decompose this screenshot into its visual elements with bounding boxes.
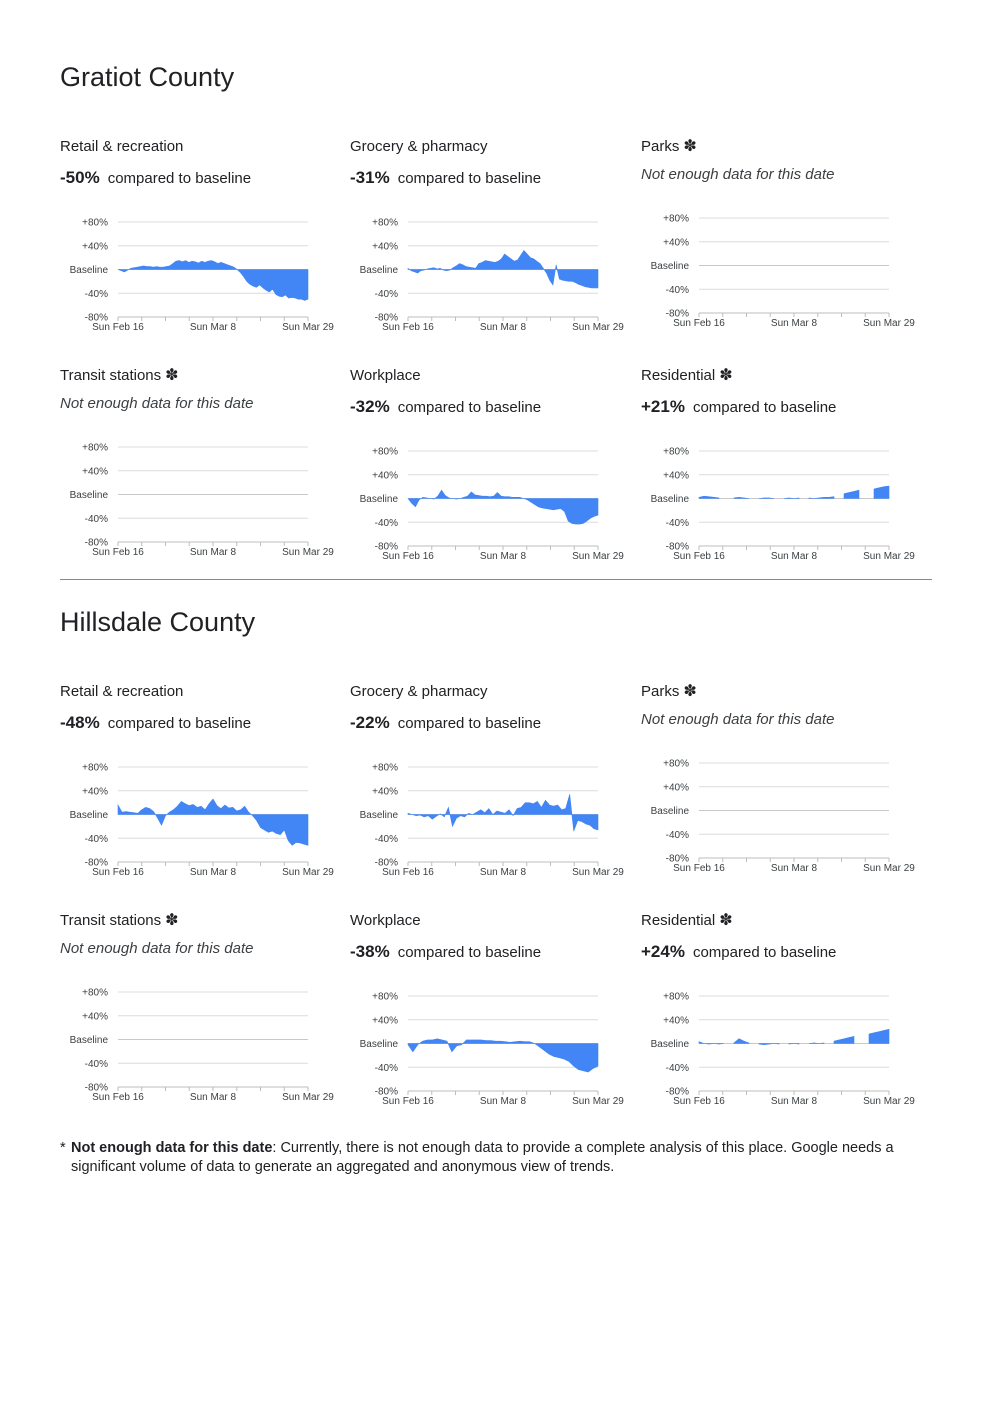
y-tick-label: -80%	[374, 1086, 398, 1098]
compared-label: compared to baseline	[397, 944, 542, 961]
stat-line	[350, 168, 541, 188]
x-tick-label: Sun Mar 29	[863, 318, 915, 329]
y-tick-label: +80%	[82, 762, 108, 774]
y-tick-label: Baseline	[359, 494, 398, 505]
y-tick-label: Baseline	[359, 1039, 398, 1050]
chart-svg	[641, 753, 931, 883]
y-tick-label: +80%	[372, 762, 398, 774]
panel-title-label: Residential	[641, 367, 716, 384]
compared-label: compared to baseline	[107, 170, 252, 187]
chart-panel-transit	[60, 912, 350, 1117]
asterisk-icon: ✽	[165, 366, 179, 384]
chart-svg	[350, 986, 640, 1116]
chart-svg	[60, 757, 350, 887]
panel-title	[350, 367, 421, 384]
y-tick-label: -80%	[84, 1082, 108, 1094]
y-tick-label: +40%	[372, 786, 398, 798]
x-tick-label: Sun Mar 29	[863, 551, 915, 562]
chart-svg	[60, 212, 350, 342]
panel-title-label: Retail & recreation	[60, 138, 184, 155]
x-tick-label: Sun Feb 16	[673, 551, 725, 562]
x-tick-label: Sun Feb 16	[382, 551, 434, 562]
y-tick-label: -40%	[84, 513, 108, 525]
area-series	[408, 794, 598, 831]
y-tick-label: +80%	[663, 446, 689, 458]
area-series	[809, 1043, 824, 1044]
x-tick-label: Sun Feb 16	[92, 322, 144, 333]
x-tick-label: Sun Mar 8	[479, 322, 527, 333]
percent-change: -31%	[350, 168, 390, 187]
asterisk-icon: ✽	[719, 366, 733, 384]
stat-line	[641, 397, 836, 417]
y-tick-label: -40%	[665, 829, 689, 841]
x-tick-label: Sun Mar 8	[479, 867, 527, 878]
y-tick-label: -80%	[374, 541, 398, 553]
x-tick-label: Sun Mar 8	[770, 318, 818, 329]
x-tick-label: Sun Feb 16	[673, 863, 725, 874]
y-tick-label: -40%	[374, 833, 398, 845]
chart-panel-workplace	[350, 912, 640, 1117]
y-tick-label: -80%	[665, 1086, 689, 1098]
panel-title	[350, 138, 488, 155]
panel-title	[60, 367, 179, 384]
chart-svg	[60, 982, 350, 1112]
y-tick-label: Baseline	[69, 1035, 108, 1046]
compared-label: compared to baseline	[692, 944, 837, 961]
y-tick-label: Baseline	[69, 265, 108, 276]
panel-title-label: Grocery & pharmacy	[350, 683, 488, 700]
panel-title	[60, 138, 183, 155]
stat-line	[350, 713, 541, 733]
y-tick-label: +80%	[82, 217, 108, 229]
y-tick-label: Baseline	[359, 265, 398, 276]
x-tick-label: Sun Mar 8	[189, 867, 237, 878]
percent-change: -48%	[60, 713, 100, 732]
stat-line	[350, 397, 541, 417]
area-series	[408, 251, 598, 288]
y-tick-label: -80%	[84, 857, 108, 869]
panel-title	[641, 912, 733, 929]
x-tick-label: Sun Mar 8	[770, 863, 818, 874]
compared-label: compared to baseline	[397, 170, 542, 187]
y-tick-label: +80%	[82, 987, 108, 999]
x-tick-label: Sun Mar 8	[479, 551, 527, 562]
y-tick-label: +40%	[372, 470, 398, 482]
asterisk-icon: ✽	[683, 137, 697, 155]
y-tick-label: -40%	[665, 517, 689, 529]
x-tick-label: Sun Mar 8	[189, 547, 237, 558]
x-tick-label: Sun Mar 29	[572, 322, 624, 333]
area-series	[759, 498, 774, 499]
y-tick-label: +80%	[372, 446, 398, 458]
no-data-message: Not enough data for this date	[60, 940, 254, 957]
chart-panel-parks	[641, 138, 931, 343]
x-tick-label: Sun Feb 16	[92, 867, 144, 878]
chart-svg	[350, 441, 640, 571]
chart-panel-grocery	[350, 138, 640, 343]
x-tick-label: Sun Feb 16	[673, 1096, 725, 1107]
y-tick-label: -40%	[84, 288, 108, 300]
y-tick-label: +40%	[372, 1015, 398, 1027]
y-tick-label: -40%	[374, 517, 398, 529]
area-series	[759, 1044, 779, 1045]
y-tick-label: Baseline	[359, 810, 398, 821]
y-tick-label: -80%	[665, 308, 689, 320]
x-tick-label: Sun Mar 29	[863, 863, 915, 874]
area-series	[118, 261, 308, 301]
panel-title-label: Transit stations	[60, 912, 162, 929]
y-tick-label: -80%	[374, 857, 398, 869]
area-series	[874, 486, 889, 498]
stat-line	[60, 168, 251, 188]
area-series	[734, 497, 749, 498]
panel-title	[350, 912, 421, 929]
x-tick-label: Sun Mar 29	[863, 1096, 915, 1107]
panel-title	[641, 138, 697, 155]
footnote-text	[60, 1139, 920, 1177]
panel-title	[641, 683, 697, 700]
panel-title-label: Retail & recreation	[60, 683, 184, 700]
asterisk-icon: ✽	[165, 911, 179, 929]
y-tick-label: -40%	[84, 833, 108, 845]
x-tick-label: Sun Mar 8	[770, 551, 818, 562]
y-tick-label: -40%	[374, 288, 398, 300]
x-tick-label: Sun Mar 8	[479, 1096, 527, 1107]
asterisk-icon: ✽	[719, 911, 733, 929]
no-data-message: Not enough data for this date	[60, 395, 254, 412]
panel-title	[60, 912, 179, 929]
y-tick-label: +80%	[372, 217, 398, 229]
stat-line	[350, 942, 541, 962]
panel-title-label: Workplace	[350, 367, 421, 384]
y-tick-label: +80%	[663, 758, 689, 770]
percent-change: -32%	[350, 397, 390, 416]
footnote-bold: Not enough data for this date	[71, 1140, 273, 1156]
y-tick-label: +40%	[372, 241, 398, 253]
panel-title-label: Residential	[641, 912, 716, 929]
y-tick-label: Baseline	[650, 261, 689, 272]
chart-svg	[641, 208, 931, 338]
area-series	[734, 1039, 749, 1044]
y-tick-label: -40%	[84, 1058, 108, 1070]
y-tick-label: +40%	[663, 1015, 689, 1027]
county-title: Gratiot County	[60, 62, 235, 92]
x-tick-label: Sun Mar 29	[572, 867, 624, 878]
y-tick-label: +80%	[372, 991, 398, 1003]
area-series	[844, 490, 859, 498]
no-data-message: Not enough data for this date	[641, 166, 835, 183]
y-tick-label: -80%	[665, 541, 689, 553]
area-series	[699, 1042, 724, 1044]
y-tick-label: +40%	[82, 786, 108, 798]
percent-change: +21%	[641, 397, 685, 416]
percent-change: -38%	[350, 942, 390, 961]
area-series	[699, 496, 719, 498]
y-tick-label: -80%	[374, 312, 398, 324]
y-tick-label: Baseline	[650, 806, 689, 817]
chart-panel-workplace	[350, 367, 640, 572]
chart-svg	[350, 757, 640, 887]
compared-label: compared to baseline	[692, 399, 837, 416]
footnote	[60, 1139, 920, 1177]
panel-title	[60, 683, 183, 700]
x-tick-label: Sun Feb 16	[382, 867, 434, 878]
panel-title	[350, 683, 488, 700]
x-tick-label: Sun Mar 29	[282, 547, 334, 558]
x-tick-label: Sun Mar 29	[572, 551, 624, 562]
x-tick-label: Sun Mar 8	[189, 322, 237, 333]
compared-label: compared to baseline	[397, 715, 542, 732]
y-tick-label: Baseline	[650, 1039, 689, 1050]
x-tick-label: Sun Feb 16	[382, 1096, 434, 1107]
footnote-star: *	[60, 1140, 66, 1156]
y-tick-label: +40%	[82, 466, 108, 478]
y-tick-label: +40%	[663, 782, 689, 794]
area-series	[869, 1029, 889, 1043]
y-tick-label: -80%	[84, 537, 108, 549]
chart-panel-grocery	[350, 683, 640, 888]
chart-panel-parks	[641, 683, 931, 888]
panel-title-label: Workplace	[350, 912, 421, 929]
section-divider	[60, 579, 932, 580]
y-tick-label: Baseline	[69, 490, 108, 501]
compared-label: compared to baseline	[397, 399, 542, 416]
x-tick-label: Sun Feb 16	[673, 318, 725, 329]
y-tick-label: Baseline	[650, 494, 689, 505]
y-tick-label: +80%	[82, 442, 108, 454]
asterisk-icon: ✽	[683, 682, 697, 700]
panel-title	[641, 367, 733, 384]
area-series	[834, 1036, 854, 1043]
chart-panel-residential	[641, 912, 931, 1117]
x-tick-label: Sun Mar 29	[282, 1092, 334, 1103]
area-series	[784, 498, 799, 499]
percent-change: -50%	[60, 168, 100, 187]
panel-title-label: Parks	[641, 138, 680, 155]
y-tick-label: -80%	[665, 853, 689, 865]
y-tick-label: +40%	[663, 237, 689, 249]
panel-title-label: Parks	[641, 683, 680, 700]
area-series	[789, 1044, 799, 1045]
x-tick-label: Sun Mar 29	[282, 867, 334, 878]
footnote-body: : Currently, there is not enough data to provide a complete analysis of this place. Google needs a significant volume of data to generate an aggregated and anonymous view of trends.	[71, 1140, 894, 1175]
y-tick-label: +40%	[82, 1011, 108, 1023]
panel-title-label: Transit stations	[60, 367, 162, 384]
chart-panel-retail	[60, 138, 350, 343]
x-tick-label: Sun Mar 29	[282, 322, 334, 333]
stat-line	[60, 713, 251, 733]
y-tick-label: -40%	[665, 284, 689, 296]
chart-panel-retail	[60, 683, 350, 888]
no-data-message: Not enough data for this date	[641, 711, 835, 728]
x-tick-label: Sun Feb 16	[382, 322, 434, 333]
chart-svg	[641, 441, 931, 571]
percent-change: +24%	[641, 942, 685, 961]
chart-panel-transit	[60, 367, 350, 572]
y-tick-label: +80%	[663, 213, 689, 225]
x-tick-label: Sun Mar 8	[770, 1096, 818, 1107]
compared-label: compared to baseline	[107, 715, 252, 732]
y-tick-label: +40%	[663, 470, 689, 482]
y-tick-label: -40%	[665, 1062, 689, 1074]
chart-svg	[60, 437, 350, 567]
chart-svg	[641, 986, 931, 1116]
percent-change: -22%	[350, 713, 390, 732]
area-series	[408, 490, 598, 524]
chart-panel-residential	[641, 367, 931, 572]
y-tick-label: -80%	[84, 312, 108, 324]
area-series	[809, 497, 834, 499]
y-tick-label: Baseline	[69, 810, 108, 821]
chart-svg	[350, 212, 640, 342]
county-title: Hillsdale County	[60, 607, 256, 637]
x-tick-label: Sun Feb 16	[92, 547, 144, 558]
y-tick-label: -40%	[374, 1062, 398, 1074]
y-tick-label: +80%	[663, 991, 689, 1003]
y-tick-label: +40%	[82, 241, 108, 253]
panel-title-label: Grocery & pharmacy	[350, 138, 488, 155]
stat-line	[641, 942, 836, 962]
x-tick-label: Sun Feb 16	[92, 1092, 144, 1103]
x-tick-label: Sun Mar 8	[189, 1092, 237, 1103]
x-tick-label: Sun Mar 29	[572, 1096, 624, 1107]
